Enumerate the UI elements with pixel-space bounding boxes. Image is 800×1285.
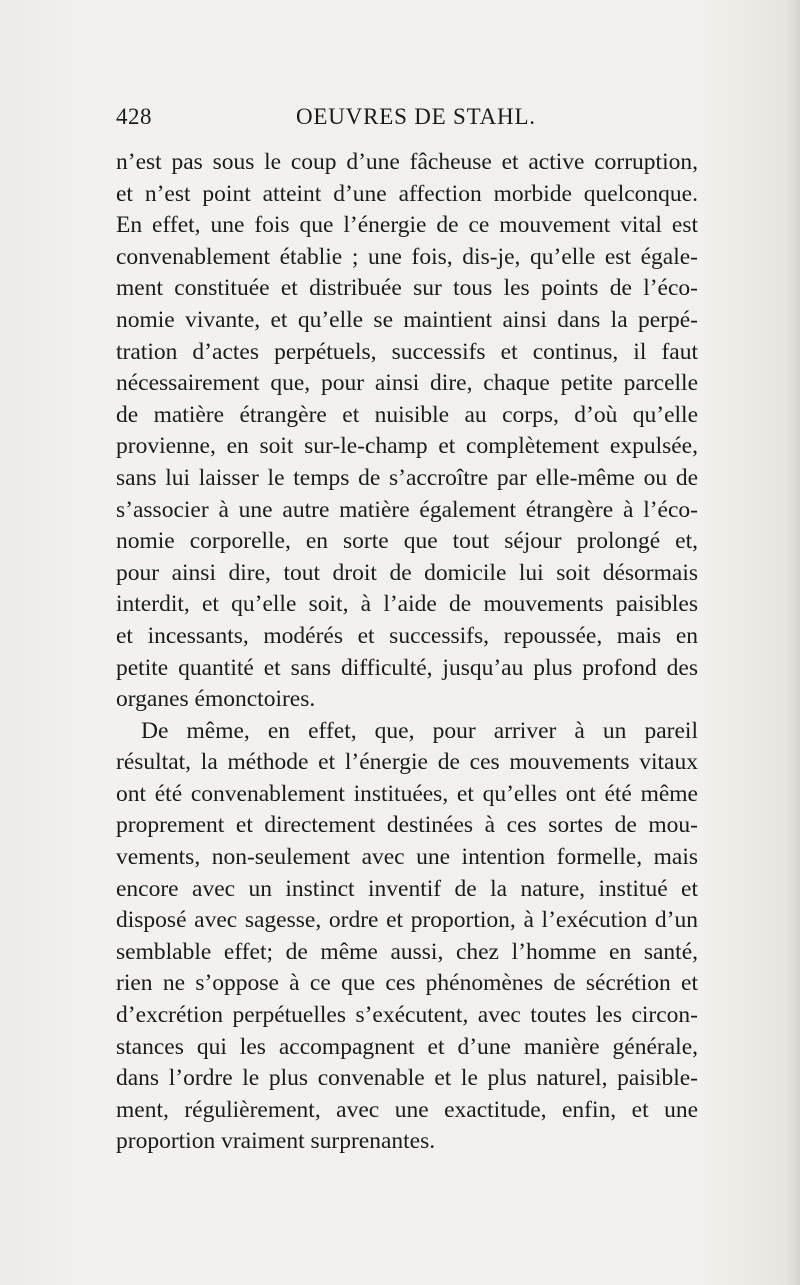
text-line: et n’est point atteint d’une affection morbide quelconque. — [116, 180, 698, 207]
text-line: stances qui les accompagnent et d’une manière générale, — [116, 1033, 698, 1060]
paragraph-end-line: proportion vraiment surprenantes. — [116, 1128, 436, 1155]
text-line: dans l’ordre le plus convenable et le plus naturel, paisible- — [116, 1065, 698, 1092]
text-line: proprement et directement destinées à ces sortes de mou- — [116, 812, 698, 839]
text-line: résultat, la méthode et l’énergie de ces mouvements vitaux — [116, 749, 698, 776]
text-line: s’associer à une autre matière également étrangère à l’éco- — [116, 496, 698, 523]
text-line: de matière étrangère et nuisible au corps, d’où qu’elle — [116, 401, 698, 428]
text-line: petite quantité et sans difficulté, jusqu’au plus profond des — [116, 654, 698, 681]
text-line: ment constituée et distribuée sur tous les points de l’éco- — [116, 275, 698, 302]
text-line: nomie vivante, et qu’elle se maintient ainsi dans la perpé- — [116, 306, 698, 333]
text-line: d’excrétion perpétuelles s’exécutent, avec toutes les circon- — [116, 1002, 698, 1029]
text-line: En effet, une fois que l’énergie de ce mouvement vital est — [116, 212, 698, 239]
text-line: convenablement établie ; une fois, dis-je, qu’elle est égale- — [116, 243, 698, 270]
text-line: nécessairement que, pour ainsi dire, chaque petite parcelle — [116, 370, 698, 397]
text-line: ont été convenablement instituées, et qu’elles ont été même — [116, 780, 698, 807]
text-line: nomie corporelle, en sorte que tout séjour prolongé et, — [116, 528, 698, 555]
text-line: pour ainsi dire, tout droit de domicile lui soit désormais — [116, 559, 698, 586]
text-line: sans lui laisser le temps de s’accroître par elle-même ou de — [116, 464, 698, 491]
paragraph-end-line: organes émonctoires. — [116, 686, 316, 713]
running-title: OEUVRES DE STAHL. — [296, 104, 536, 129]
page-edge-shadow — [786, 0, 800, 1285]
paragraph-start-line: De même, en effet, que, pour arriver à un pareil — [141, 717, 698, 744]
text-line: encore avec un instinct inventif de la nature, institué et — [116, 875, 698, 902]
text-line: tration d’actes perpétuels, successifs et continus, il faut — [116, 338, 698, 365]
text-line: semblable effet; de même aussi, chez l’homme en santé, — [116, 938, 698, 965]
text-line: ment, régulièrement, avec une exactitude, enfin, et une — [116, 1096, 698, 1123]
text-line: interdit, et qu’elle soit, à l’aide de mouvements paisibles — [116, 591, 698, 618]
page-number: 428 — [116, 104, 152, 129]
running-head — [116, 104, 696, 138]
text-line: provienne, en soit sur-le-champ et complètement expulsée, — [116, 433, 698, 460]
text-line: vements, non-seulement avec une intention formelle, mais — [116, 844, 698, 871]
text-line: rien ne s’oppose à ce que ces phénomènes de sécrétion et — [116, 970, 698, 997]
body-text — [116, 147, 698, 1158]
text-line: disposé avec sagesse, ordre et proportion, à l’exécution d’un — [116, 907, 698, 934]
text-line: n’est pas sous le coup d’une fâcheuse et active corruption, — [116, 149, 698, 175]
text-line: et incessants, modérés et successifs, repoussée, mais en — [116, 622, 698, 649]
